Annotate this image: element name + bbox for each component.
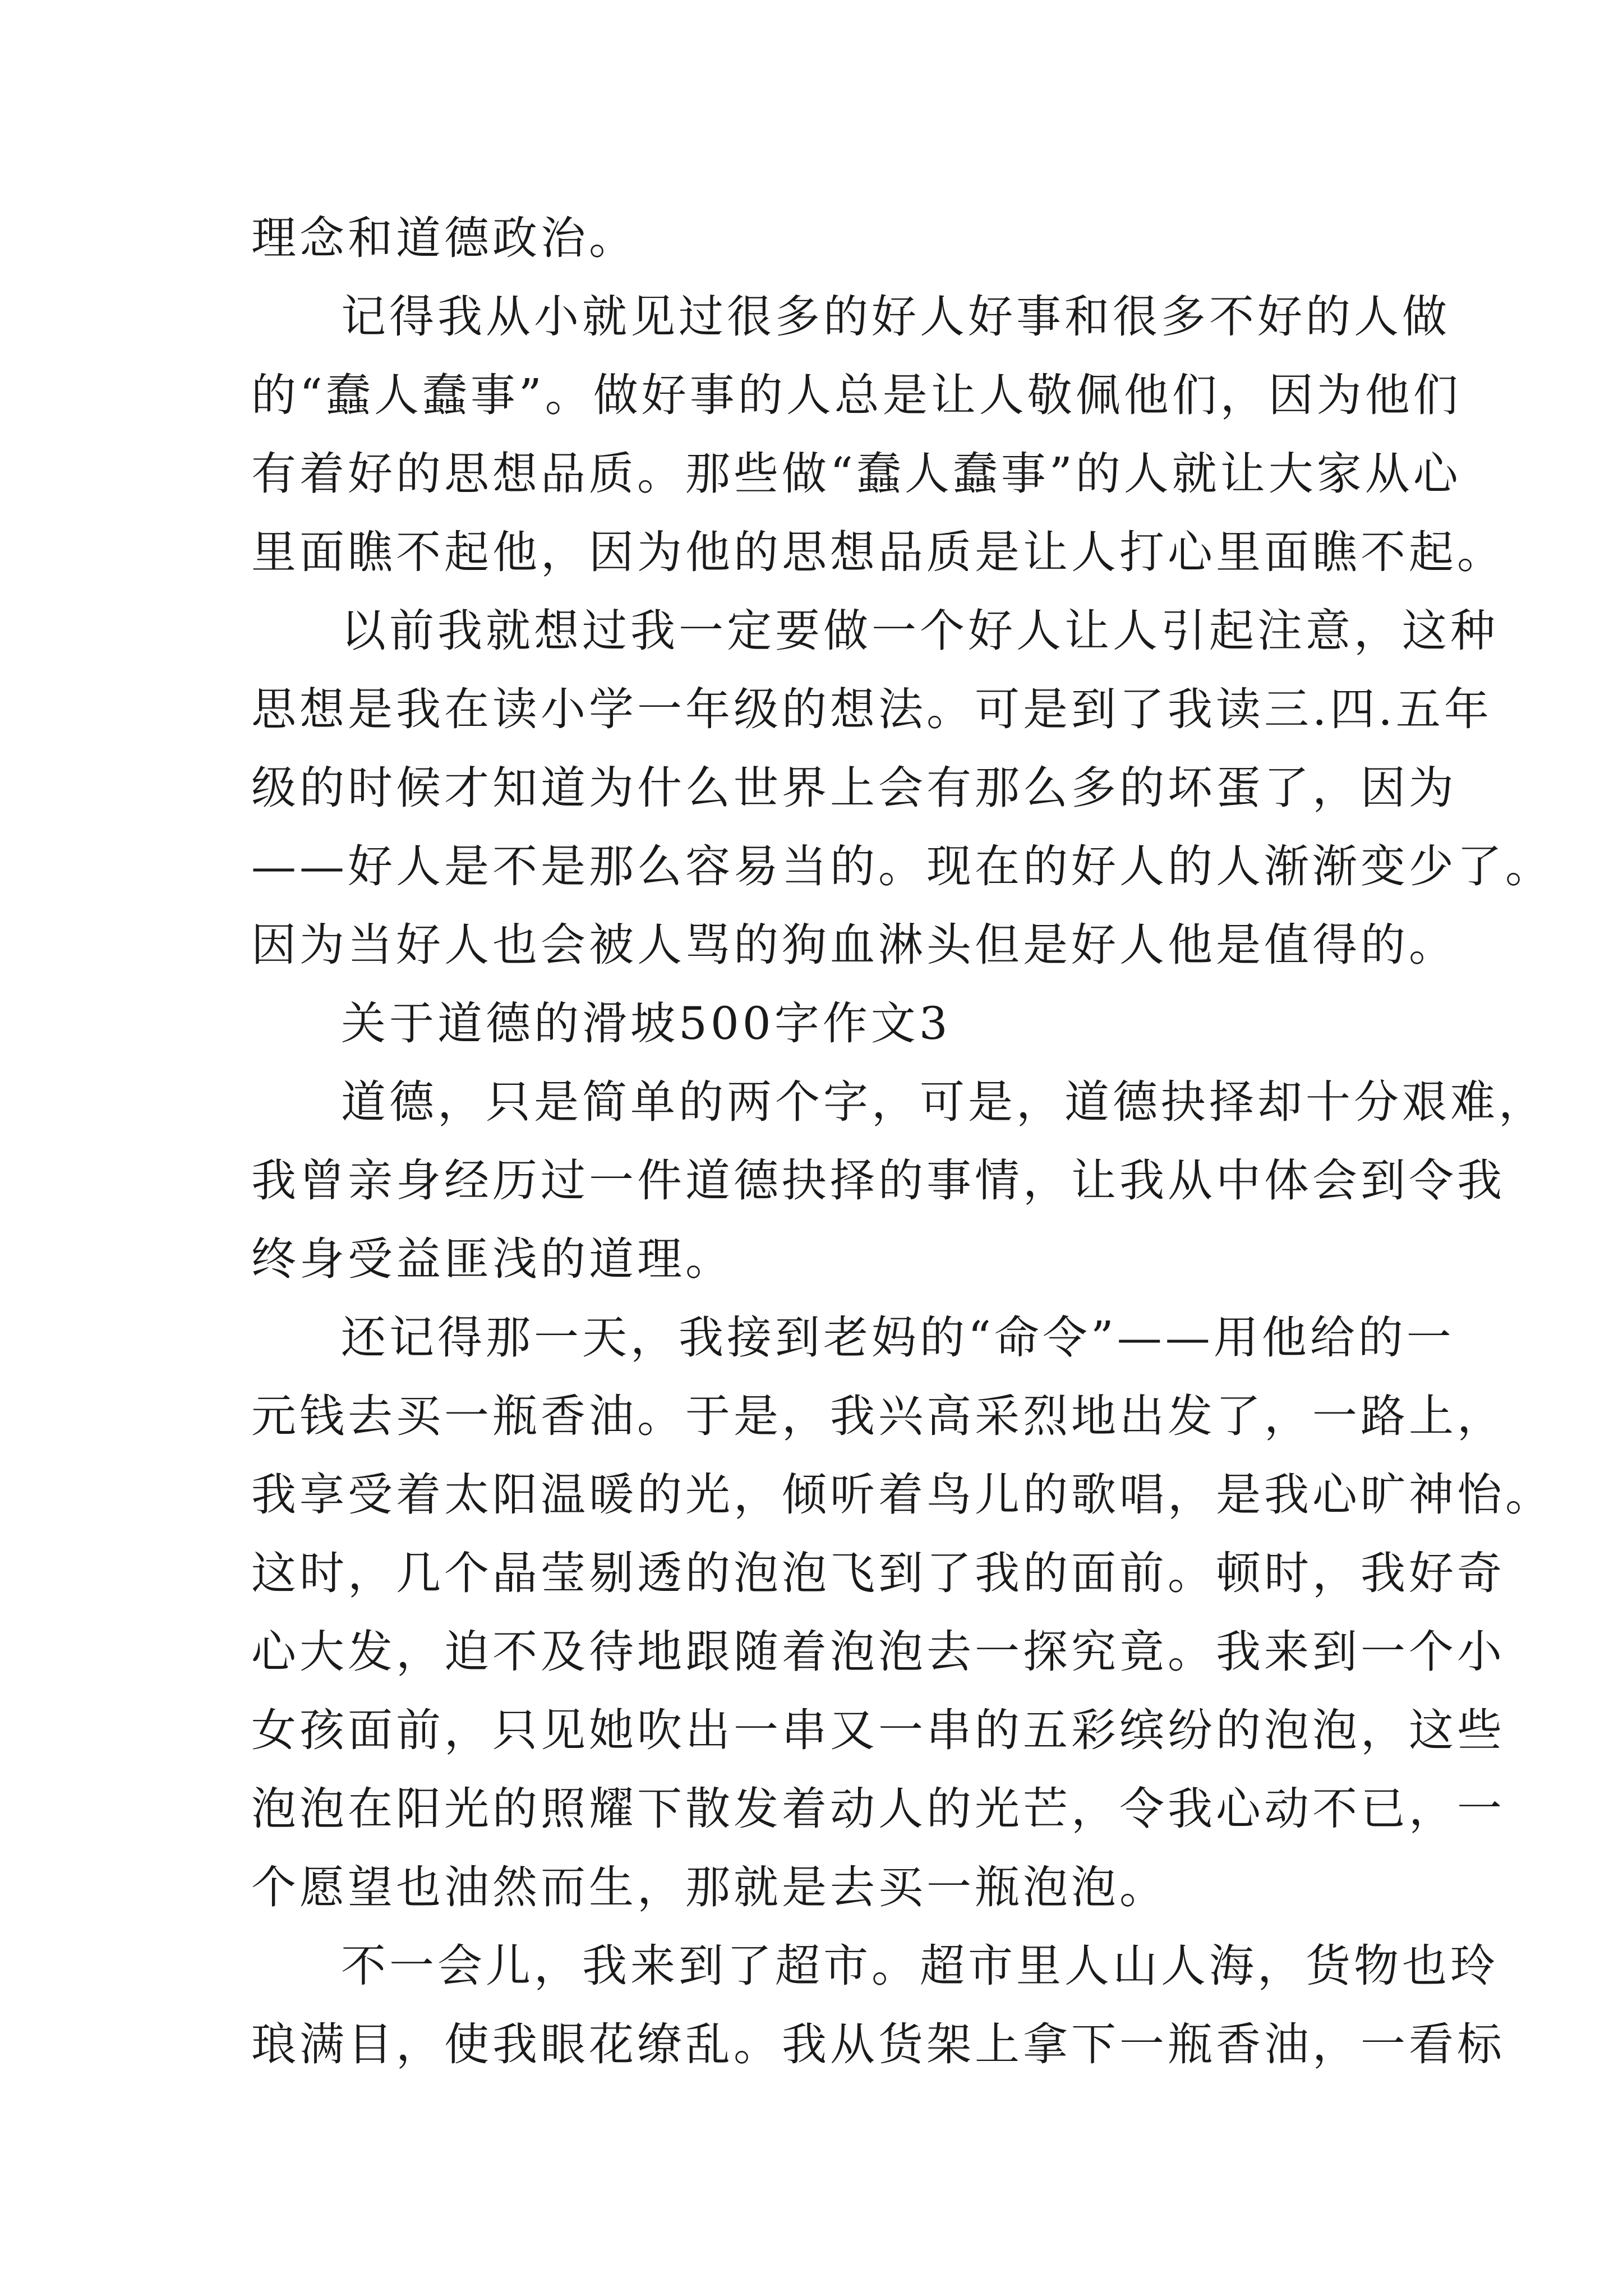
text-line: 终身受益匪浅的道理。 [251,1233,734,1285]
text-line: 不一会儿，我来到了超市。超市里人山人海，货物也玲 [341,1940,1498,1992]
text-line: 的“蠢人蠢事”。做好事的人总是让人敬佩他们，因为他们 [251,369,1461,421]
text-line: 心大发，迫不及待地跟随着泡泡去一探究竟。我来到一个小 [251,1626,1505,1678]
text-line: 因为当好人也会被人骂的狗血淋头但是好人他是值得的。 [251,919,1457,971]
text-line: 级的时候才知道为什么世界上会有那么多的坏蛋了，因为 [251,762,1457,814]
text-line: 泡泡在阳光的照耀下散发着动人的光芒，令我心动不已，一 [251,1783,1505,1835]
text-line: 关于道德的滑坡500字作文3 [341,997,951,1050]
text-line: 里面瞧不起他，因为他的思想品质是让人打心里面瞧不起。 [251,526,1505,578]
text-line: 记得我从小就见过很多的好人好事和很多不好的人做 [341,291,1450,343]
text-line: 道德，只是简单的两个字，可是，道德抉择却十分艰难， [341,1076,1547,1128]
text-line: 琅满目，使我眼花缭乱。我从货架上拿下一瓶香油，一看标 [251,2018,1505,2070]
text-line: 理念和道德政治。 [251,212,637,264]
text-line: 我享受着太阳温暖的光，倾听着鸟儿的歌唱，是我心旷神怡。 [251,1469,1553,1521]
text-line: 有着好的思想品质。那些做“蠢人蠢事”的人就让大家从心 [251,448,1461,500]
text-line: ——好人是不是那么容易当的。现在的好人的人渐渐变少了。 [251,840,1553,892]
text-line: 女孩面前，只见她吹出一串又一串的五彩缤纷的泡泡，这些 [251,1704,1505,1756]
text-line: 还记得那一天，我接到老妈的“命令”——用他给的一 [341,1312,1455,1364]
text-line: 以前我就想过我一定要做一个好人让人引起注意，这种 [341,605,1498,657]
text-line: 这时，几个晶莹剔透的泡泡飞到了我的面前。顿时，我好奇 [251,1547,1505,1599]
text-line: 思想是我在读小学一年级的想法。可是到了我读三.四.五年 [251,683,1492,735]
text-line: 个愿望也油然而生，那就是去买一瓶泡泡。 [251,1861,1168,1913]
text-line: 我曾亲身经历过一件道德抉择的事情，让我从中体会到令我 [251,1154,1505,1207]
body-text [251,199,1553,2084]
text-line: 元钱去买一瓶香油。于是，我兴高采烈地出发了，一路上， [251,1390,1505,1442]
